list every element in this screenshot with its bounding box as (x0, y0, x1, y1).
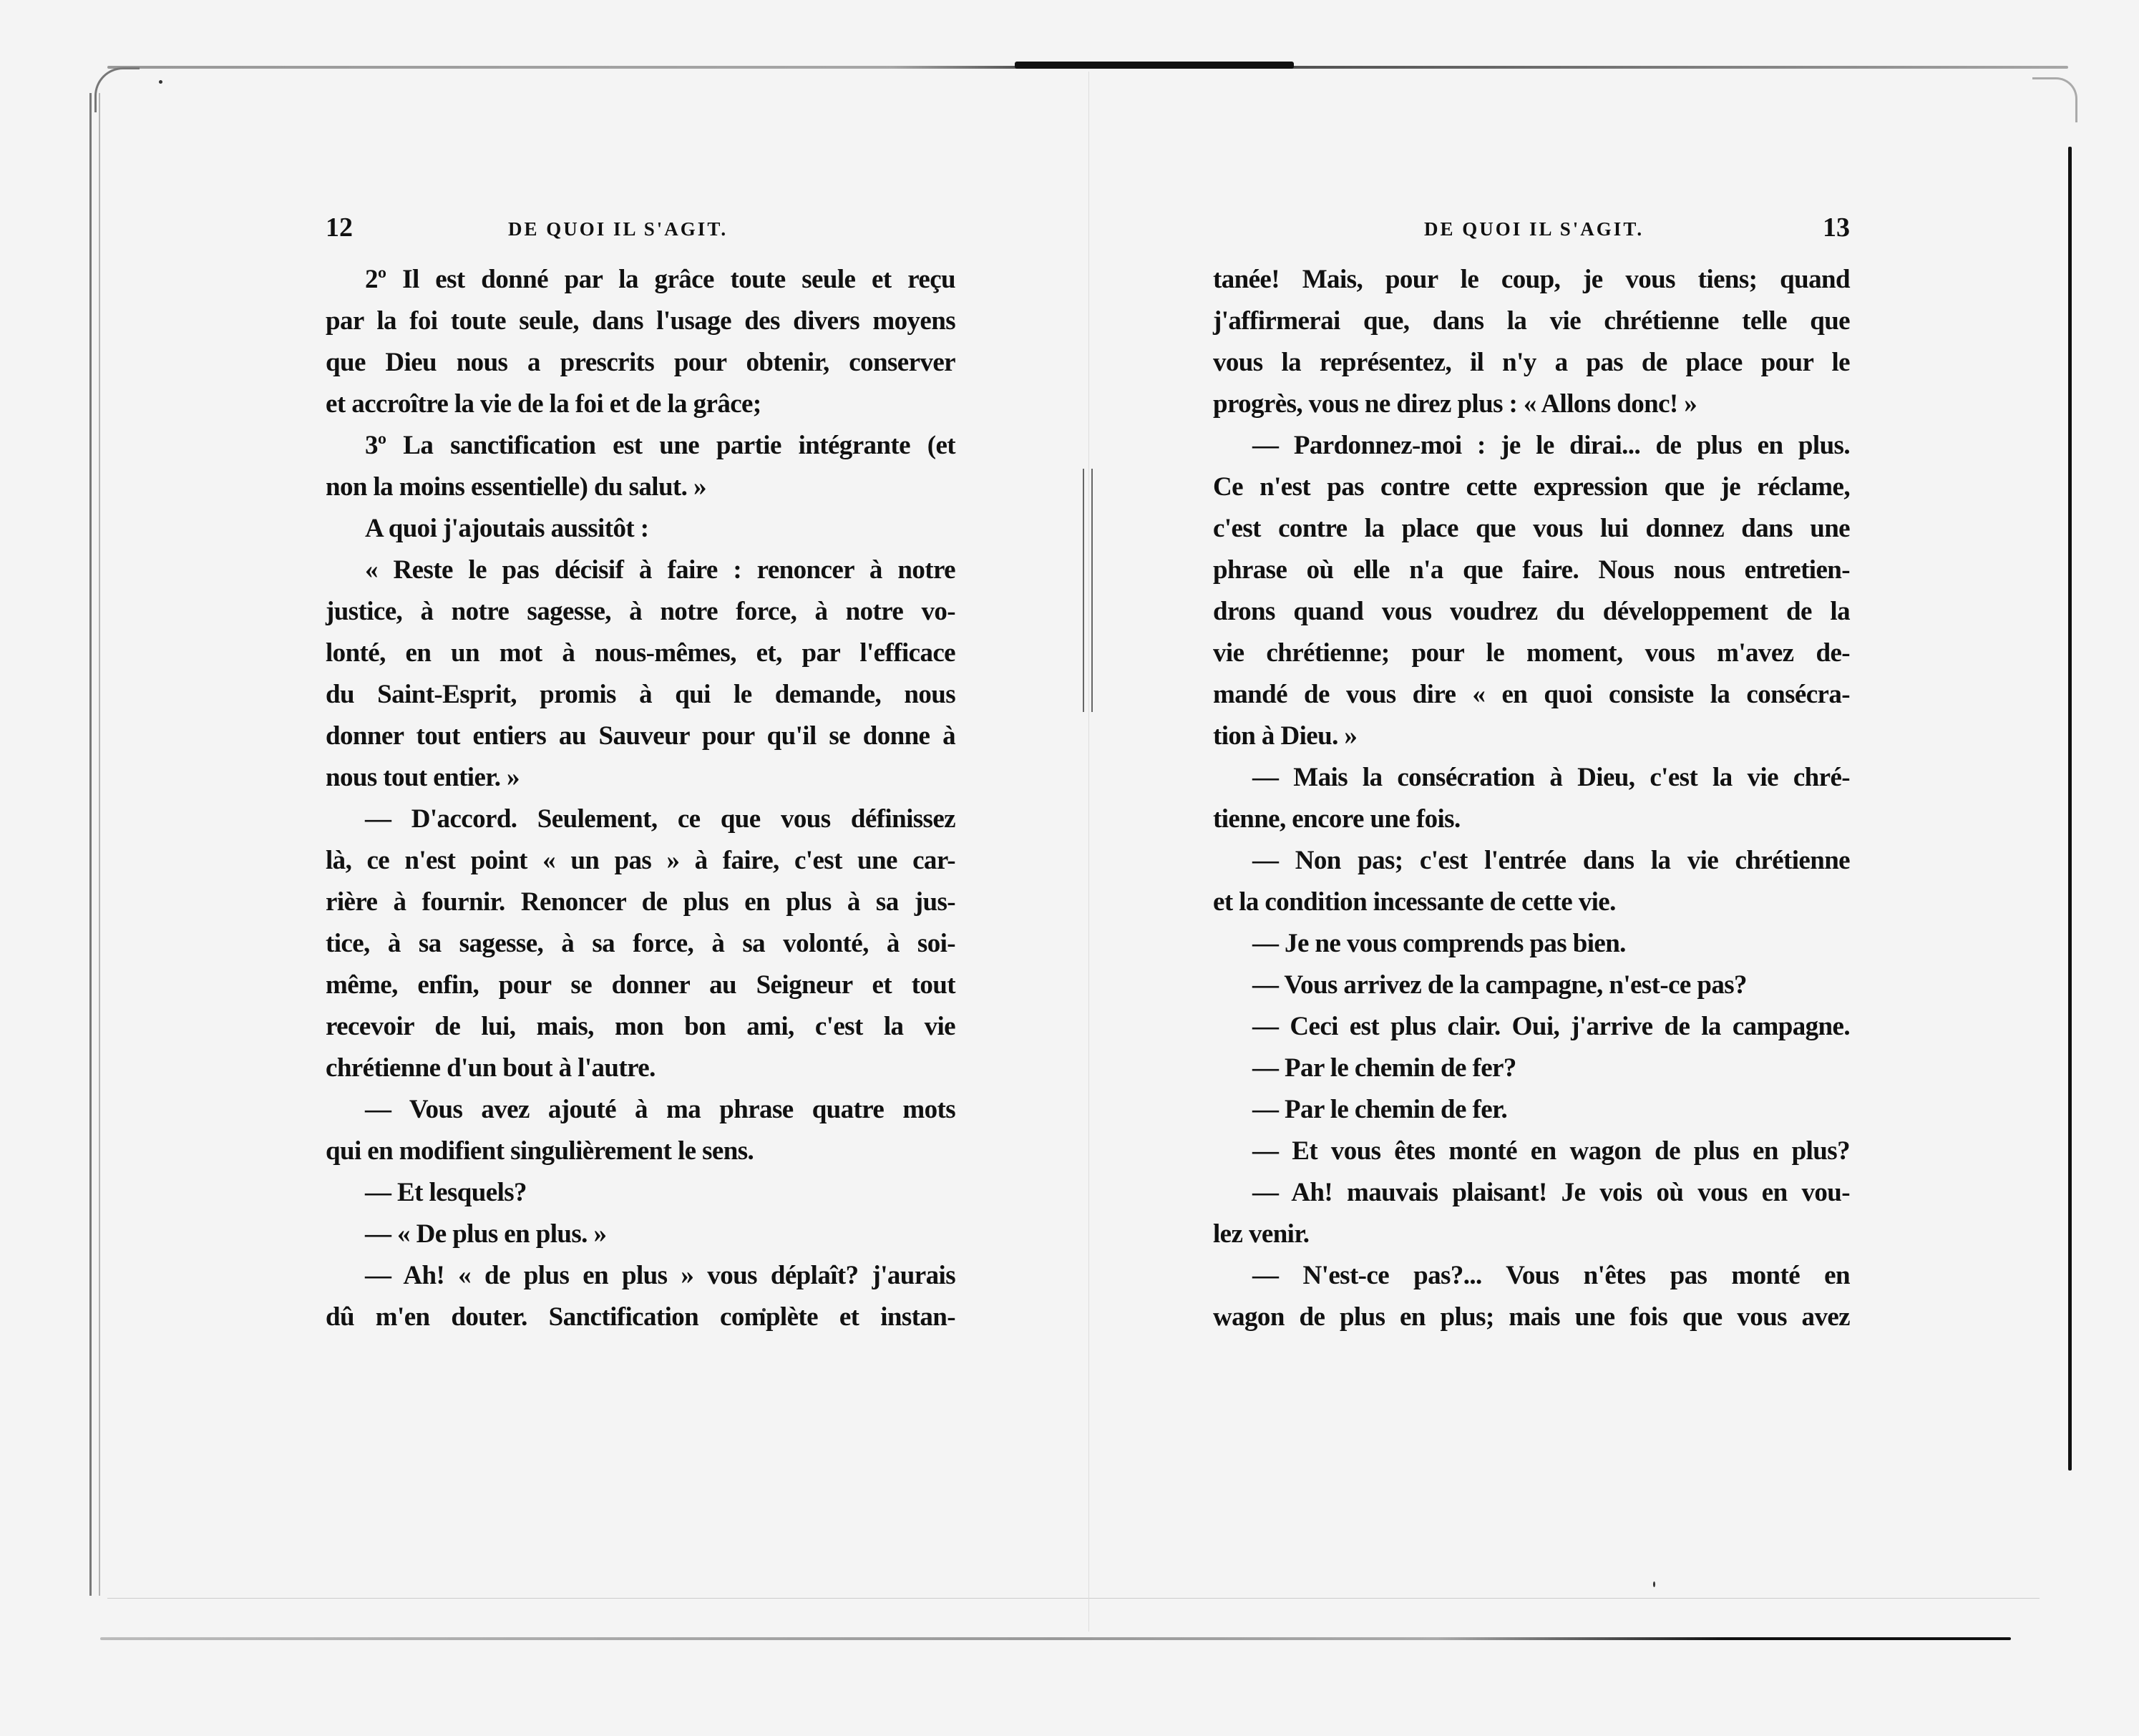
scan-speck (159, 80, 162, 84)
book-corner-top-right (2032, 77, 2077, 122)
text-line: j'affirmerai que, dans la vie chrétienne telle que (1213, 306, 1850, 336)
text-line: — Et vous êtes monté en wagon de plus en plus? (1252, 1136, 1850, 1166)
text-line: — Ah! mauvais plaisant! Je vois où vous en vou- (1252, 1178, 1850, 1207)
text-line: nous tout entier. » (326, 763, 520, 792)
text-line: drons quand vous voudrez du développement de la (1213, 597, 1850, 626)
text-line: phrase où elle n'a que faire. Nous nous entretien- (1213, 555, 1850, 585)
text-line: et accroître la vie de la foi et de la grâce; (326, 389, 761, 419)
text-line: que Dieu nous a prescrits pour obtenir, conserver (326, 348, 955, 377)
text-line: recevoir de lui, mais, mon bon ami, c'est la vie (326, 1012, 955, 1041)
page-body-text (326, 259, 955, 1338)
text-line: par la foi toute seule, dans l'usage des divers moyens (326, 306, 955, 336)
text-line: — Mais la consécration à Dieu, c'est la vie chré- (1252, 763, 1850, 792)
running-head (1213, 212, 1850, 243)
page-number: 13 (1823, 213, 1850, 243)
text-line: — Vous arrivez de la campagne, n'est-ce pas? (1252, 970, 1747, 1000)
text-line: justice, à notre sagesse, à notre force, à notre vo- (326, 597, 955, 626)
text-line: rière à fournir. Renoncer de plus en plus à sa jus- (326, 887, 955, 917)
text-line: — Non pas; c'est l'entrée dans la vie chrétienne (1252, 846, 1850, 875)
text-line: non la moins essentielle) du salut. » (326, 472, 706, 502)
text-line: mandé de vous dire « en quoi consiste la consécra- (1213, 680, 1850, 709)
book-gutter-fold (1088, 72, 1089, 1632)
scan-speck (1653, 1581, 1655, 1587)
text-line: vous la représentez, il n'y a pas de place pour le (1213, 348, 1850, 377)
text-line: même, enfin, pour se donner au Seigneur et tout (326, 970, 955, 1000)
text-line: tienne, encore une fois. (1213, 804, 1461, 834)
text-line: — Je ne vous comprends pas bien. (1252, 929, 1626, 958)
text-line: là, ce n'est point « un pas » à faire, c'est une car- (326, 846, 955, 875)
book-corner-top-left (94, 67, 140, 112)
text-line: — Par le chemin de fer? (1252, 1053, 1516, 1083)
text-line: — Pardonnez-moi : je le dirai... de plus en plus. (1252, 431, 1850, 460)
text-line: — Ceci est plus clair. Oui, j'arrive de la campagne. (1252, 1012, 1850, 1041)
text-line: c'est contre la place que vous lui donnez dans une (1213, 514, 1850, 543)
text-line: — Ah! « de plus en plus » vous déplaît? j'aurais (365, 1261, 955, 1290)
running-head-title: DE QUOI IL S'AGIT. (1424, 218, 1645, 240)
text-line: 2º Il est donné par la grâce toute seule et reçu (365, 265, 955, 294)
text-line: — Et lesquels? (365, 1178, 527, 1207)
text-line: — Par le chemin de fer. (1252, 1095, 1508, 1124)
book-spine-top-shadow (1015, 62, 1294, 69)
text-line: — Vous avez ajouté à ma phrase quatre mots (365, 1095, 955, 1124)
text-line: lez venir. (1213, 1219, 1310, 1249)
text-line: « Reste le pas décisif à faire : renoncer à notre (365, 555, 955, 585)
text-line: — « De plus en plus. » (365, 1219, 607, 1249)
page-body-text (1213, 259, 1850, 1338)
text-line: — D'accord. Seulement, ce que vous définissez (365, 804, 955, 834)
text-line: 3º La sanctification est une partie intégrante (et (365, 431, 955, 460)
text-line: tanée! Mais, pour le coup, je vous tiens; quand (1213, 265, 1850, 294)
running-head (326, 212, 955, 243)
text-line: Ce n'est pas contre cette expression que je réclame, (1213, 472, 1850, 502)
running-head-title: DE QUOI IL S'AGIT. (508, 218, 729, 240)
book-left-edge (89, 93, 100, 1596)
text-line: du Saint-Esprit, promis à qui le demande, nous (326, 680, 955, 709)
text-line: et la condition incessante de cette vie. (1213, 887, 1616, 917)
text-line: tice, à sa sagesse, à sa force, à sa volonté, à soi- (326, 929, 955, 958)
text-line: qui en modifient singulièrement le sens. (326, 1136, 754, 1166)
text-line: tion à Dieu. » (1213, 721, 1358, 751)
text-line: dû m'en douter. Sanctification complète et instan- (326, 1302, 955, 1332)
text-line: chrétienne d'un bout à l'autre. (326, 1053, 656, 1083)
text-line: A quoi j'ajoutais aussitôt : (365, 514, 649, 543)
text-line: — N'est-ce pas?... Vous n'êtes pas monté en (1252, 1261, 1850, 1290)
text-line: lonté, en un mot à nous-mêmes, et, par l'efficace (326, 638, 955, 668)
text-line: vie chrétienne; pour le moment, vous m'avez de- (1213, 638, 1850, 668)
book-bottom-edge (100, 1637, 2011, 1640)
text-line: wagon de plus en plus; mais une fois que vous avez (1213, 1302, 1850, 1332)
text-line: donner tout entiers au Sauveur pour qu'il se donne à (326, 721, 955, 751)
book-gutter-binding-thread (1083, 469, 1093, 712)
text-line: progrès, vous ne direz plus : « Allons donc! » (1213, 389, 1697, 419)
book-bottom-inner-edge (107, 1598, 2040, 1599)
book-right-edge (2068, 147, 2072, 1471)
page-number: 12 (326, 213, 353, 243)
